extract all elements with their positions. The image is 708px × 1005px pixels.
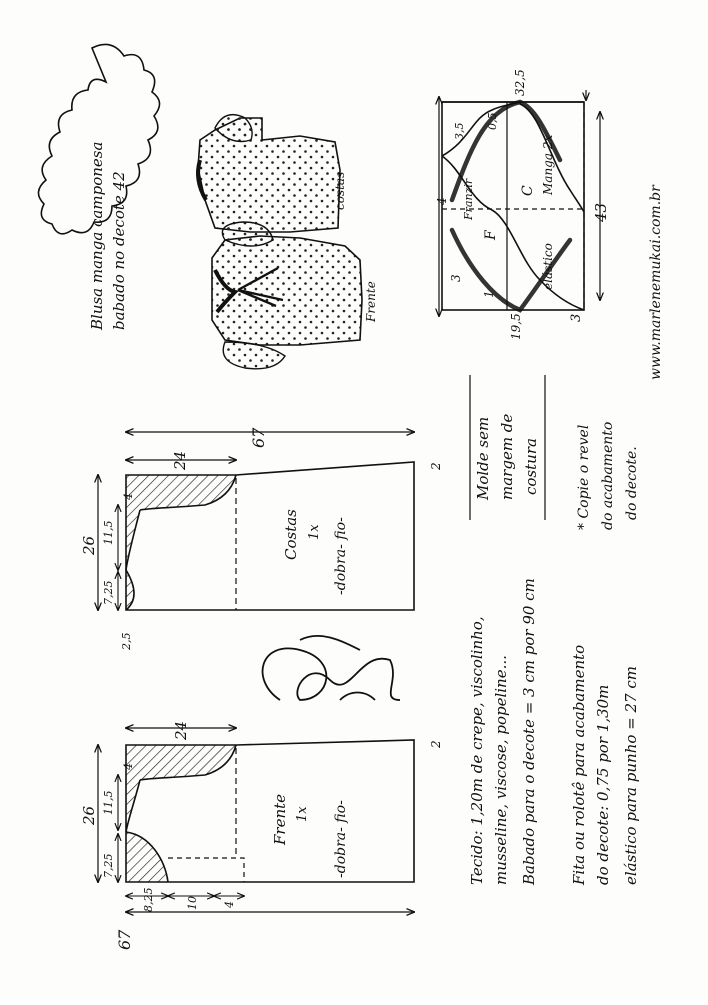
back-hem-rise: 2 — [429, 462, 443, 470]
front-fold: -dobra- fio- — [333, 800, 349, 878]
sleeve-offset-a: 3,5 — [453, 122, 466, 140]
sleeve-mark-2: 3 — [449, 274, 463, 282]
front-placket-2: 10 — [186, 896, 199, 910]
mold-note-3: costura — [522, 438, 540, 495]
title-line-2: babado no decote 42 — [110, 171, 128, 330]
front-pattern-piece — [80, 721, 443, 950]
sleeve-elastico: elástico — [541, 243, 555, 290]
sleeve-mark-1: 4 — [435, 197, 449, 205]
copy-note-3: do decote. — [624, 446, 640, 520]
back-shoulder: 24 — [171, 450, 189, 470]
front-label: Frente — [271, 793, 289, 845]
back-fold: -dobra- fio- — [333, 517, 349, 595]
sleeve-total-height: 32,5 — [513, 69, 527, 96]
sleeve-pattern — [435, 69, 664, 380]
sketch-back-label: costas — [333, 171, 347, 210]
back-width: 26 — [80, 535, 98, 555]
back-bottom-offset: 2,5 — [120, 632, 133, 650]
sleeve-width: 43 — [592, 202, 610, 222]
mold-note-2: margem de — [498, 413, 516, 500]
back-shoulder-drop: 11,5 — [102, 520, 115, 545]
title-line-1: Blusa manga camponesa — [88, 141, 106, 330]
fabric-notes — [468, 578, 640, 886]
copy-note-2: do acabamento — [600, 421, 616, 530]
front-shoulder-drop: 11,5 — [102, 790, 115, 815]
back-armhole: 7,25 — [102, 580, 115, 605]
sleeve-back-letter: C — [520, 185, 536, 196]
sleeve-cap-left: 19,5 — [509, 313, 523, 340]
front-width: 26 — [80, 805, 98, 825]
front-count: 1x — [295, 806, 310, 822]
title-cloud — [38, 44, 159, 331]
sleeve-mark-3: 1 — [482, 290, 496, 298]
back-neck: 4 — [122, 493, 135, 500]
sleeve-offset-b: 0,5 — [486, 112, 499, 130]
front-hem-rise: 2 — [429, 740, 443, 748]
sleeve-franzir: Franzir — [462, 178, 475, 220]
fabric-line-1: Tecido: 1,20m de crepe, viscolinho, — [468, 616, 486, 885]
sleeve-label: Manga 2x — [541, 134, 555, 195]
sleeve-cuff: 3 — [569, 313, 584, 322]
fabric-line-3: Babado para o decote = 3 cm por 90 cm — [520, 578, 538, 885]
back-pattern-piece — [80, 427, 443, 651]
copy-note-1: * Copie o revel — [576, 424, 592, 530]
fabric-line-5: do decote: 0,75 por 1,30m — [594, 684, 612, 885]
front-placket-1: 8,25 — [142, 887, 155, 912]
back-length: 67 — [249, 427, 268, 448]
sleeve-front-letter: F — [483, 230, 499, 240]
fabric-line-2: musseline, viscose, popeline... — [492, 655, 510, 885]
mold-note — [470, 375, 640, 530]
garment-sketch-back — [198, 115, 347, 232]
front-placket-3: 4 — [223, 901, 236, 908]
website: www.marlenemukai.com.br — [648, 185, 664, 380]
back-label: Costas — [282, 509, 300, 560]
sketch-front-label: Frente — [364, 281, 378, 322]
back-count: 1x — [307, 524, 322, 540]
fabric-line-4: Fita ou rolotê para acabamento — [570, 644, 588, 885]
front-neck: 4 — [122, 763, 135, 770]
front-shoulder: 24 — [172, 720, 190, 740]
front-armhole: 7,25 — [102, 853, 115, 878]
fabric-line-6: elástico para punho = 27 cm — [622, 666, 640, 885]
garment-sketch-front — [212, 222, 378, 369]
front-length: 67 — [115, 929, 134, 950]
mold-note-1: Molde sem — [474, 416, 492, 500]
signature — [263, 580, 400, 721]
